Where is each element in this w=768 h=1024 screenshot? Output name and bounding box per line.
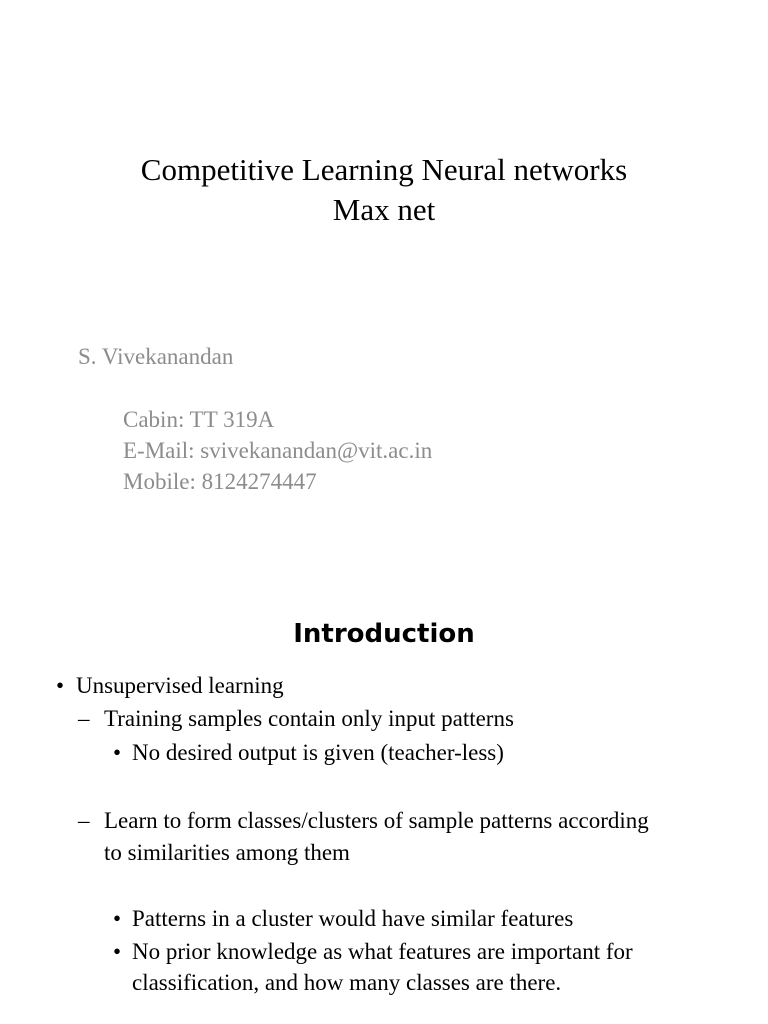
- contact-info: [123, 404, 432, 497]
- email-text: E-Mail: svivekanandan@vit.ac.in: [123, 438, 433, 463]
- bullet-learn-to-form-classes-cont: to similarities among them: [104, 840, 350, 865]
- bullet-patterns-in-cluster: • Patterns in a cluster would have similar features: [132, 903, 573, 935]
- bullet-no-prior-knowledge: • No prior knowledge as what features are important for: [132, 936, 633, 968]
- slide-title: [0, 150, 768, 230]
- title-line-1: Competitive Learning Neural networks: [140, 152, 628, 187]
- author-name: S. Vivekanandan: [78, 344, 234, 369]
- mobile-text: Mobile: 8124274447: [123, 469, 317, 494]
- bullet-no-prior-knowledge-cont: classification, and how many classes are there.: [132, 970, 562, 995]
- bullet-training-samples: – Training samples contain only input patterns: [104, 703, 514, 735]
- bullet-no-desired-output: • No desired output is given (teacher-less): [132, 737, 504, 769]
- bullet-unsupervised-learning: • Unsupervised learning: [76, 670, 284, 702]
- bullet-dot-icon: •: [113, 740, 122, 765]
- introduction-title: Introduction: [293, 619, 475, 649]
- bullet-learn-to-form-classes: – Learn to form classes/clusters of sample patterns according: [104, 805, 649, 837]
- bullet-dash-icon: –: [78, 808, 90, 833]
- bullet-dot-icon: •: [113, 906, 122, 931]
- bullet-dot-icon: •: [113, 939, 122, 964]
- introduction-slide: [0, 576, 768, 1024]
- title-line-2: Max net: [332, 192, 436, 227]
- bullet-dash-icon: –: [78, 706, 90, 731]
- cabin-text: Cabin: TT 319A: [123, 407, 275, 432]
- bullet-dot-icon: •: [56, 673, 65, 698]
